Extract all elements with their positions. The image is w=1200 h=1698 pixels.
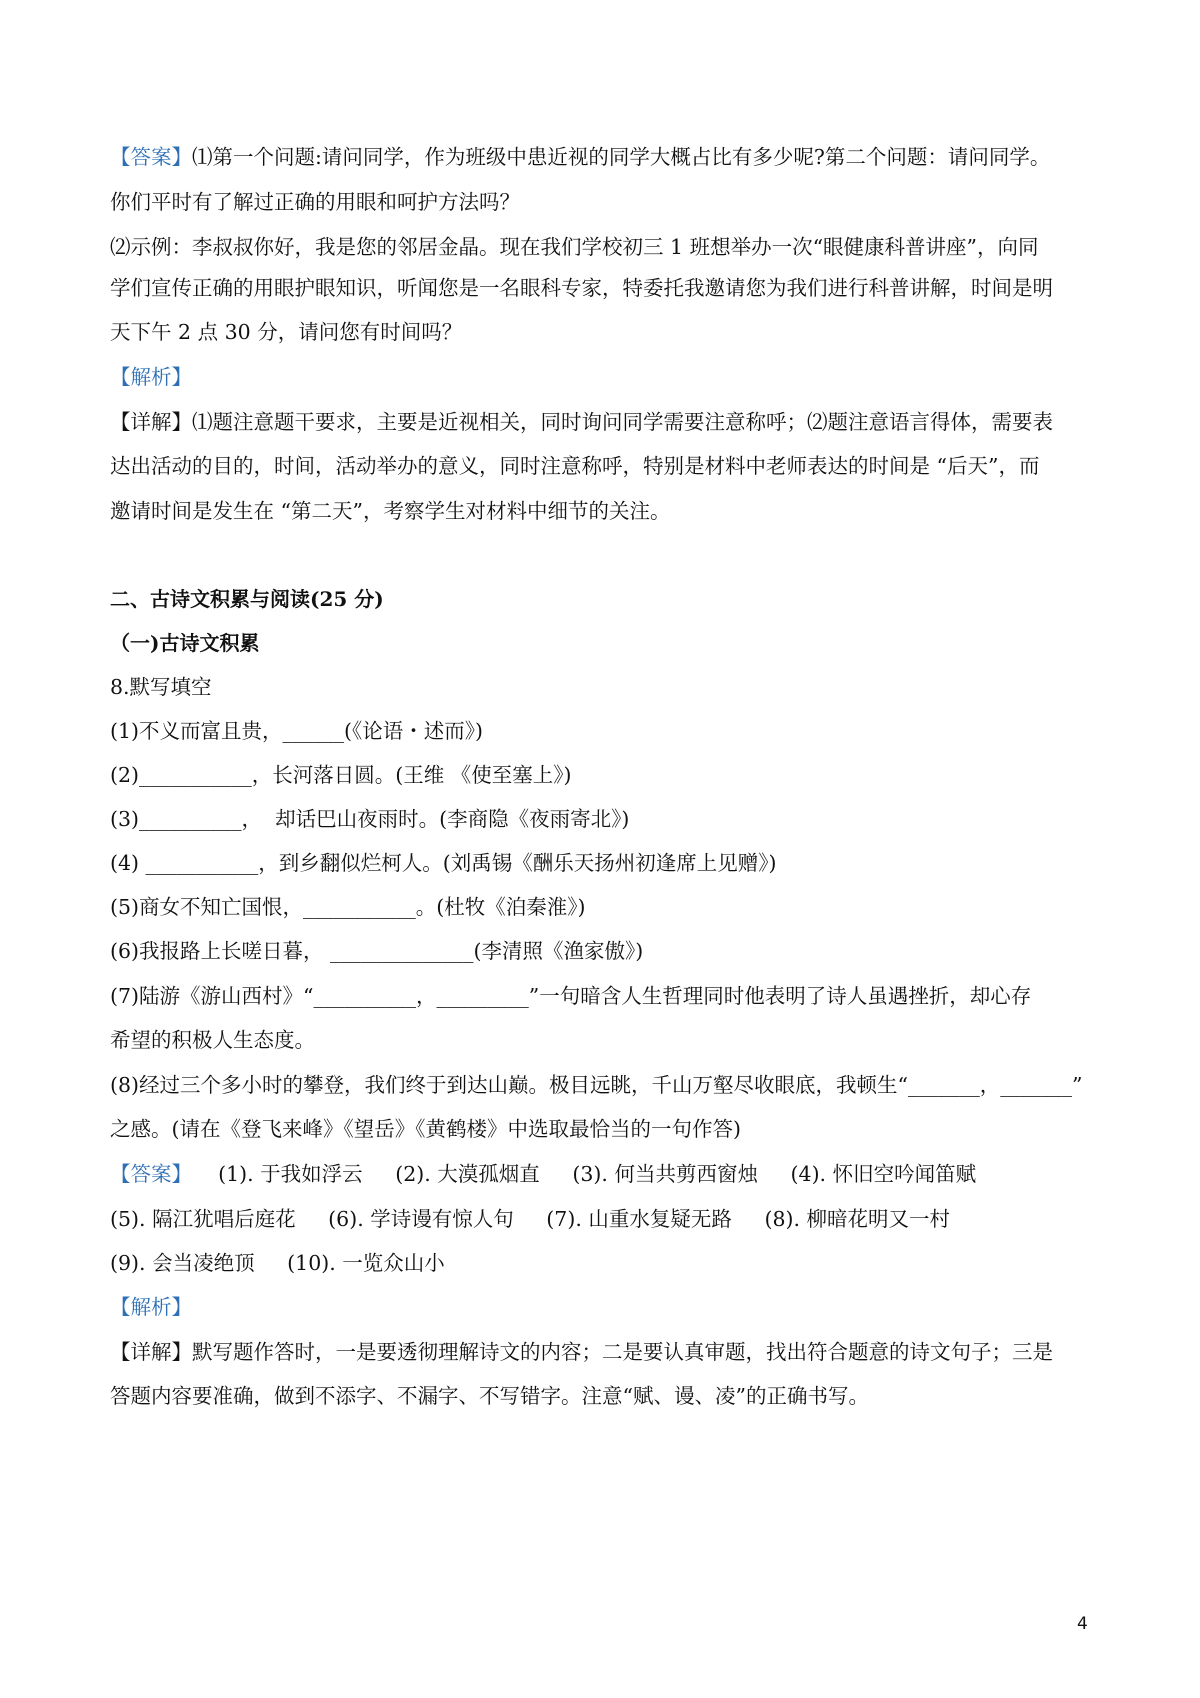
question-8-item: (5)商女不知亡国恨，___________。(杜牧《泊秦淮》) xyxy=(110,895,586,919)
answer-2-line-1: 【答案】 (1). 于我如浮云 (2). 大漠孤烟直 (3). 何当共剪西窗烛 (4). 怀旧空吟闻笛赋 xyxy=(110,1162,977,1186)
question-8-item: (3)__________， 却话巴山夜雨时。(李商隐《夜雨寄北》) xyxy=(110,807,630,831)
answer-tag: 【答案】 xyxy=(110,1162,192,1186)
detail-2-line-1: 【详解】默写题作答时，一是要透彻理解诗文的内容；二是要认真审题，找出符合题意的诗文句子；三是 xyxy=(110,1340,1053,1364)
question-8-item: (2)___________，长河落日圆。(王维 《使至塞上》) xyxy=(110,763,572,787)
answer-2-line-2: (5). 隔江犹唱后庭花 (6). 学诗谩有惊人句 (7). 山重水复疑无路 (8). 柳暗花明又一村 xyxy=(110,1207,951,1231)
question-8-item: (6)我报路上长嗟日暮， ______________(李清照《渔家傲》) xyxy=(110,939,644,963)
detail-1-line-1: 【详解】⑴题注意题干要求，主要是近视相关，同时询问同学需要注意称呼；⑵题注意语言得体，需要表 xyxy=(110,410,1053,434)
question-8-item: (7)陆游《游山西村》“__________，_________”一句暗含人生哲理同时他表明了诗人虽遇挫折，却心存 xyxy=(110,984,1032,1008)
question-8-item: (8)经过三个多小时的攀登，我们终于到达山巅。极目远眺，千山万壑尽收眼底，我顿生“_______，_______” xyxy=(110,1073,1083,1097)
question-8-item: (1)不义而富且贵，______(《论语・述而》) xyxy=(110,719,484,743)
subsection-title: （一)古诗文积累 xyxy=(110,631,260,655)
answer-2-line-3: (9). 会当凌绝顶 (10). 一览众山小 xyxy=(110,1251,445,1275)
question-8-item: 希望的积极人生态度。 xyxy=(110,1028,315,1052)
analysis-tag: 【解析】 xyxy=(110,365,192,389)
answer-1-line-4: 学们宣传正确的用眼护眼知识，听闻您是一名眼科专家，特委托我邀请您为我们进行科普讲解，时间是明 xyxy=(110,276,1053,300)
answer-1-line-3: ⑵示例：李叔叔你好，我是您的邻居金晶。现在我们学校初三 1 班想举办一次“眼健康科普讲座”，向同 xyxy=(110,235,1039,259)
detail-1-line-3: 邀请时间是发生在 “第二天”，考察学生对材料中细节的关注。 xyxy=(110,499,671,523)
answer-1-line-2: 你们平时有了解过正确的用眼和呵护方法吗？ xyxy=(110,190,520,214)
answer-1-line-1: 【答案】⑴第一个问题:请问同学，作为班级中患近视的同学大概占比有多少呢?第二个问题：请问同学。 xyxy=(110,145,1051,169)
question-8-item: (4) ___________，到乡翻似烂柯人。(刘禹锡《酬乐天扬州初逢席上见赠》) xyxy=(110,851,777,875)
answer-tag: 【答案】 xyxy=(110,145,192,169)
detail-1-line-2: 达出活动的目的，时间，活动举办的意义，同时注意称呼，特别是材料中老师表达的时间是 “后天”，而 xyxy=(110,454,1040,478)
page-number: 4 xyxy=(1077,1614,1088,1634)
section-title: 二、古诗文积累与阅读(25 分) xyxy=(110,587,384,611)
question-8-item: 之感。(请在《登飞来峰》《望岳》《黄鹤楼》中选取最恰当的一句作答) xyxy=(110,1117,741,1141)
analysis-tag: 【解析】 xyxy=(110,1295,192,1319)
answer-1-line-5: 天下午 2 点 30 分，请问您有时间吗？ xyxy=(110,320,463,344)
question-8-title: 8.默写填空 xyxy=(110,675,212,699)
detail-2-line-2: 答题内容要准确，做到不添字、不漏字、不写错字。注意“赋、谩、凌”的正确书写。 xyxy=(110,1384,869,1408)
